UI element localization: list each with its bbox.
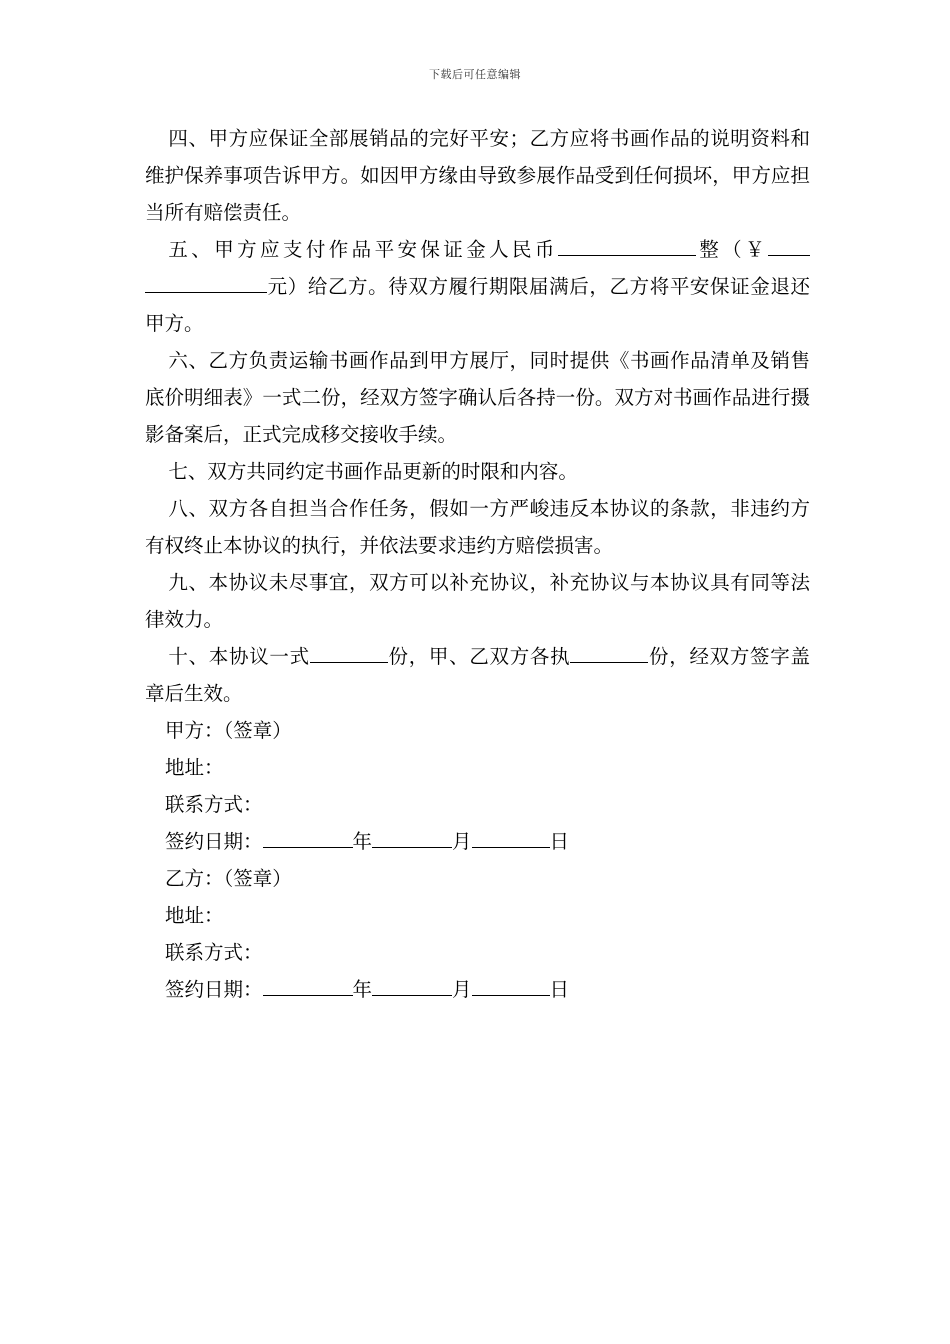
party-a-month-blank[interactable] <box>372 825 452 848</box>
clause-10-text-c: 份，经双方签字盖章后生效。 <box>145 645 810 705</box>
party-b-year-blank[interactable] <box>263 973 353 996</box>
party-a-title: 甲方：（签章） <box>165 719 292 742</box>
party-b-year-label: 年 <box>352 978 373 1001</box>
copies-total-blank[interactable] <box>310 640 388 663</box>
clause-5 <box>145 231 810 342</box>
deposit-figure-blank-2[interactable] <box>145 270 267 293</box>
party-b-date <box>145 971 810 1008</box>
clause-7: 七、双方共同约定书画作品更新的时限和内容。 <box>168 460 578 483</box>
party-b-month-label: 月 <box>452 978 472 1001</box>
party-a-month-label: 月 <box>452 830 472 853</box>
clause-4: 四、甲方应保证全部展销品的完好平安；乙方应将书画作品的说明资料和维护保养事项告诉甲方。如因甲方缘由导致参展作品受到任何损坏，甲方应担当所有赔偿责任。 <box>145 127 810 224</box>
party-b-contact: 联系方式： <box>165 941 263 964</box>
clause-8: 八、双方各自担当合作任务，假如一方严峻违反本协议的条款，非违约方有权终止本协议的执行，并依法要求违约方赔偿损害。 <box>145 497 810 557</box>
party-a-day-blank[interactable] <box>472 825 550 848</box>
party-b-month-blank[interactable] <box>372 973 452 996</box>
clause-6: 六、乙方负责运输书画作品到甲方展厅，同时提供《书画作品清单及销售底价明细表》一式二份，经双方签字确认后各持一份。双方对书画作品进行摄影备案后，正式完成移交接收手续。 <box>145 349 810 446</box>
party-b-day-label: 日 <box>549 978 570 1001</box>
clause-9: 九、本协议未尽事宜，双方可以补充协议，补充协议与本协议具有同等法律效力。 <box>145 571 810 631</box>
clause-10 <box>145 638 810 712</box>
party-a-contact: 联系方式： <box>165 793 263 816</box>
clause-10-text-a: 十、本协议一式 <box>168 645 310 668</box>
party-a-year-blank[interactable] <box>263 825 353 848</box>
page-header-note: 下载后可任意编辑 <box>429 68 521 81</box>
party-b-day-blank[interactable] <box>472 973 550 996</box>
party-a-date-label: 签约日期： <box>165 830 263 853</box>
party-a-day-label: 日 <box>549 830 570 853</box>
clause-5-text-b: 整（￥ <box>695 238 768 261</box>
party-a-address: 地址： <box>165 756 224 779</box>
party-b-title: 乙方：（签章） <box>165 867 292 890</box>
clause-5-text-a: 五、甲方应支付作品平安保证金人民币 <box>168 238 558 261</box>
copies-each-blank[interactable] <box>570 640 648 663</box>
party-b-date-label: 签约日期： <box>165 978 263 1001</box>
deposit-amount-blank[interactable] <box>558 233 696 256</box>
clause-5-text-c: 元）给乙方。待双方履行期限届满后，乙方将平安保证金退还甲方。 <box>145 275 810 335</box>
party-a-year-label: 年 <box>352 830 373 853</box>
agreement-body <box>145 120 810 1008</box>
party-b-address: 地址： <box>165 904 224 927</box>
deposit-figure-blank-1[interactable] <box>768 233 810 256</box>
party-a-date <box>145 823 810 860</box>
clause-10-text-b: 份，甲、乙双方各执 <box>387 645 571 668</box>
